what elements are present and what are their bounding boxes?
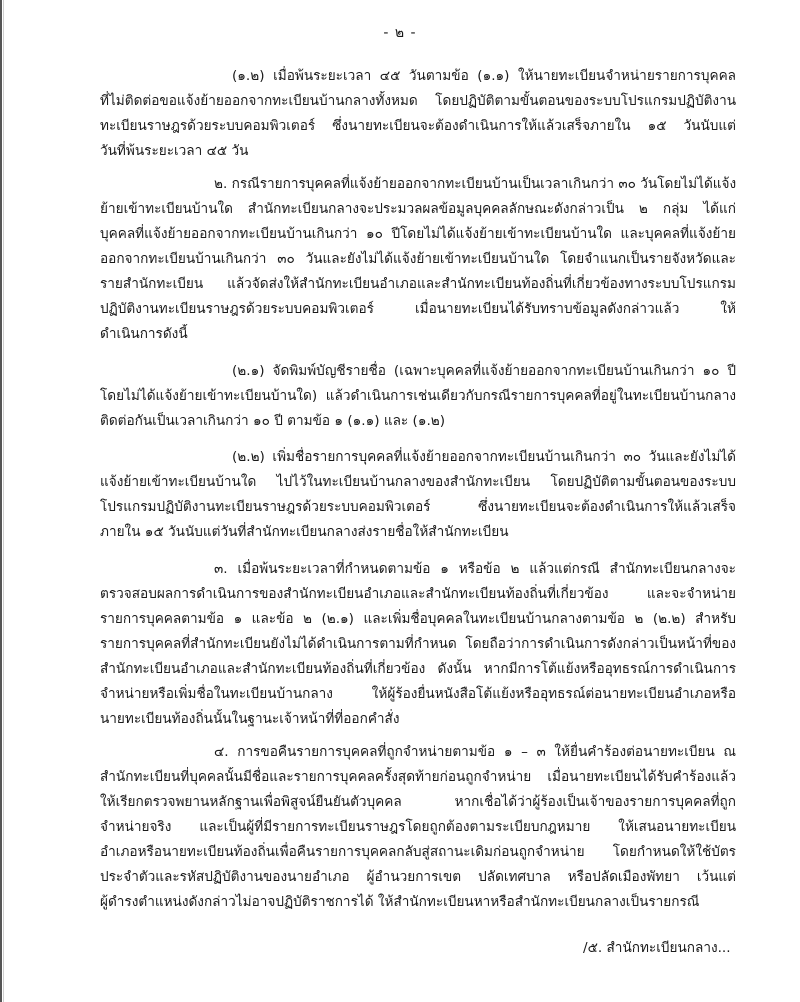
text-line: ๔. การขอคืนรายการบุคคลที่ถูกจำหน่ายตามข้อ ๑ – ๓ ให้ยื่นคำร้องต่อนายทะเบียน ณ — [214, 744, 736, 760]
text-line: แจ้งย้ายเข้าทะเบียนบ้านใด ไปไว้ในทะเบียนบ้านกลางของสำนักทะเบียน โดยปฏิบัติตามขั้นตอนของระบบ — [100, 474, 736, 490]
text-line: ๓. เมื่อพ้นระยะเวลาที่กำหนดตามข้อ ๑ หรือข้อ ๒ แล้วแต่กรณี สำนักทะเบียนกลางจะ — [214, 561, 736, 577]
text-line: (๒.๒) เพิ่มชื่อรายการบุคคลที่แจ้งย้ายออกจากทะเบียนบ้านเกินกว่า ๓๐ วันและยังไม่ได้ — [232, 449, 736, 465]
page-number: - ๒ - — [383, 25, 417, 41]
text-line: รายสำนักทะเบียน แล้วจัดส่งให้สำนักทะเบียนอำเภอและสำนักทะเบียนท้องถิ่นที่เกี่ยวข้องทางระบบโปรแกรม — [100, 276, 736, 292]
text-line: อำเภอหรือนายทะเบียนท้องถิ่นเพื่อคืนรายการบุคคลกลับสู่สถานะเดิมก่อนถูกจำหน่าย โดยกำหนดให้ใช้บัตร — [100, 844, 736, 860]
text-line: ประจำตัวและรหัสปฏิบัติงานของนายอำเภอ ผู้อำนวยการเขต ปลัดเทศบาล หรือปลัดเมืองพัทยา เว้นแต่ — [100, 869, 736, 885]
page-left-border-shadow — [3, 0, 4, 1002]
text-line: ผู้ดำรงตำแหน่งดังกล่าวไม่อาจปฏิบัติราชการได้ ให้สำนักทะเบียนหาหรือสำนักทะเบียนกลางเป็นรายกรณี — [100, 894, 700, 910]
text-line: บุคคลที่แจ้งย้ายออกจากทะเบียนบ้านเกินกว่า ๑๐ ปีโดยไม่ได้แจ้งย้ายเข้าทะเบียนบ้านใด และบุคคลที่แจ้งย้าย — [100, 226, 736, 242]
text-line: ที่ไม่ติดต่อขอแจ้งย้ายออกจากทะเบียนบ้านกลางทั้งหมด โดยปฏิบัติตามขั้นตอนของระบบโปรแกรมปฏิบัติงาน — [100, 93, 736, 109]
text-line: รายการบุคคลตามข้อ ๑ และข้อ ๒ (๒.๑) และเพิ่มชื่อบุคคลในทะเบียนบ้านกลางตามข้อ ๒ (๒.๒) สำหรับ — [100, 611, 736, 627]
text-line: ออกจากทะเบียนบ้านเกินกว่า ๓๐ วันและยังไม่ได้แจ้งย้ายเข้าทะเบียนบ้านใด โดยจำแนกเป็นรายจังหวัดและ — [100, 251, 736, 267]
text-line: โดยไม่ได้แจ้งย้ายเข้าทะเบียนบ้านใด) แล้วดำเนินการเช่นเดียวกับกรณีรายการบุคคลที่อยู่ในทะเบียนบ้านกลาง — [100, 388, 736, 404]
text-line: จำหน่ายจริง และเป็นผู้ที่มีรายการทะเบียนราษฎรโดยถูกต้องตามระเบียบกฎหมาย ให้เสนอนายทะเบียน — [100, 819, 736, 835]
text-line: ภายใน ๑๕ วันนับแต่วันที่สำนักทะเบียนกลางส่งรายชื่อให้สำนักทะเบียน — [100, 524, 509, 540]
text-line: (๒.๑) จัดพิมพ์บัญชีรายชื่อ (เฉพาะบุคคลที่แจ้งย้ายออกจากทะเบียนบ้านเกินกว่า ๑๐ ปี — [232, 363, 736, 379]
text-line: ๒. กรณีรายการบุคคลที่แจ้งย้ายออกจากทะเบียนบ้านเป็นเวลาเกินกว่า ๓๐ วันโดยไม่ได้แจ้ง — [214, 176, 736, 192]
continuation-note: /๕. สำนักทะเบียนกลาง... — [583, 940, 731, 956]
text-line: รายการบุคคลที่สำนักทะเบียนยังไม่ได้ดำเนินการตามที่กำหนด โดยถือว่าการดำเนินการดังกล่าวเป็นหน้าที่ของ — [100, 636, 736, 652]
text-line: วันที่พ้นระยะเวลา ๔๕ วัน — [100, 143, 249, 159]
text-line: ทะเบียนราษฎรด้วยระบบคอมพิวเตอร์ ซึ่งนายทะเบียนจะต้องดำเนินการให้แล้วเสร็จภายใน ๑๕ วันนับแต่ — [100, 118, 736, 134]
text-line: ดำเนินการดังนี้ — [100, 326, 188, 342]
text-line: ให้เรียกตรวจพยานหลักฐานเพื่อพิสูจน์ยืนยันตัวบุคคล หากเชื่อได้ว่าผู้ร้องเป็นเจ้าของรายการบุคคลที่ถูก — [100, 794, 736, 810]
page-left-border — [0, 0, 2, 1002]
text-line: จำหน่ายหรือเพิ่มชื่อในทะเบียนบ้านกลาง ให้ผู้ร้องยื่นหนังสือโต้แย้งหรืออุทธรณ์ต่อนายทะเบียนอำเภอหรือ — [100, 686, 736, 702]
text-line: ตรวจสอบผลการดำเนินการของสำนักทะเบียนอำเภอและสำนักทะเบียนท้องถิ่นที่เกี่ยวข้อง และจะจำหน่าย — [100, 586, 736, 602]
text-line: ปฏิบัติงานทะเบียนราษฎรด้วยระบบคอมพิวเตอร์ เมื่อนายทะเบียนได้รับทราบข้อมูลดังกล่าวแล้ว ให้ — [100, 301, 736, 317]
text-line: (๑.๒) เมื่อพ้นระยะเวลา ๔๕ วันตามข้อ (๑.๑) ให้นายทะเบียนจำหน่ายรายการบุคคล — [232, 68, 736, 84]
text-line: นายทะเบียนท้องถิ่นนั้นในฐานะเจ้าหน้าที่ที่ออกคำสั่ง — [100, 711, 400, 727]
text-line: โปรแกรมปฏิบัติงานทะเบียนราษฎรด้วยระบบคอมพิวเตอร์ ซึ่งนายทะเบียนจะต้องดำเนินการให้แล้วเสร็จ — [100, 499, 736, 515]
text-line: สำนักทะเบียนอำเภอและสำนักทะเบียนท้องถิ่นที่เกี่ยวข้อง ดังนั้น หากมีการโต้แย้งหรืออุทธรณ์การดำเนินการ — [100, 661, 736, 677]
text-line: ย้ายเข้าทะเบียนบ้านใด สำนักทะเบียนกลางจะประมวลผลข้อมูลบุคคลลักษณะดังกล่าวเป็น ๒ กลุ่ม ได้แก่ — [100, 201, 736, 217]
text-line: สำนักทะเบียนที่บุคคลนั้นมีชื่อและรายการบุคคลครั้งสุดท้ายก่อนถูกจำหน่าย เมื่อนายทะเบียนได้รับคำร้องแล้ว — [100, 769, 736, 785]
text-line: ติดต่อกันเป็นเวลาเกินกว่า ๑๐ ปี ตามข้อ ๑ (๑.๑) และ (๑.๒) — [100, 413, 446, 429]
